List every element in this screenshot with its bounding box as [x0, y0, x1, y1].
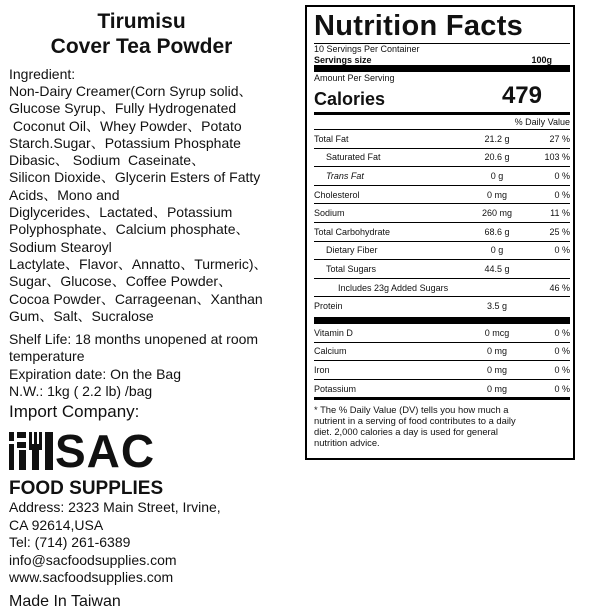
nutrient-row: [314, 324, 570, 342]
ingredient-line: Cocoa Powder、Carrageenan、Xanthan: [9, 290, 263, 307]
ingredient-line: Coconut Oil、Whey Powder、Potato: [9, 117, 242, 134]
company-name: FOOD SUPPLIES: [9, 478, 164, 500]
nutrient-name: Cholesterol: [314, 189, 360, 200]
calories-value: 479: [501, 82, 542, 109]
calories-label: Calories: [314, 89, 386, 109]
nutrient-row: [314, 360, 570, 379]
nutrient-row: [314, 222, 570, 241]
nutrient-row: [314, 278, 570, 297]
nutrient-daily-value: 46 %: [549, 282, 570, 293]
info-line: Shelf Life: 18 months unopened at room: [9, 331, 259, 348]
nutrient-row: [314, 241, 570, 260]
nutrient-row: [314, 203, 570, 222]
product-title-line1: Tirumisu: [97, 10, 186, 33]
nutrient-amount: 260 mg: [481, 208, 513, 219]
footnote-line: diet. 2,000 calories a day is used for general: [314, 426, 498, 438]
product-title: [9, 9, 274, 59]
serving-size-label: Servings size: [314, 55, 372, 65]
nutrient-name: Iron: [314, 364, 330, 375]
company-address: [9, 499, 299, 587]
servings-per-container: 10 Servings Per Container: [314, 44, 420, 54]
nutrient-name: Potassium: [314, 383, 357, 394]
nutrient-amount: 0 mcg: [484, 327, 510, 338]
nutrient-daily-value: 0 %: [554, 346, 570, 357]
nutrient-daily-value: 0 %: [554, 364, 570, 375]
nutrient-name: Calcium: [314, 346, 347, 357]
nutrient-amount: 3.5 g: [486, 301, 508, 312]
ingredient-line: Gum、Salt、Sucralose: [9, 307, 154, 324]
nutrient-name: Vitamin D: [314, 327, 353, 338]
nutrition-facts-panel: [305, 5, 575, 460]
import-company-heading: Import Company:: [9, 402, 140, 422]
nutrient-daily-value: 0 %: [554, 383, 570, 394]
nutrient-rows: [314, 129, 570, 315]
calories-row: [314, 82, 570, 110]
nutrient-amount: 44.5 g: [484, 263, 510, 274]
ingredient-line: Glucose Syrup、Fully Hydrogenated: [9, 100, 237, 117]
nutrient-amount: 0 mg: [486, 364, 507, 375]
product-title-line2: Cover Tea Powder: [50, 35, 233, 58]
nutrient-amount: 20.6 g: [484, 152, 510, 163]
address-line: info@sacfoodsupplies.com: [9, 551, 177, 568]
nutrient-amount: 68.6 g: [484, 226, 510, 237]
nutrient-name: Includes 23g Added Sugars: [338, 282, 449, 293]
ingredients-heading: Ingredient:: [9, 66, 76, 82]
nutrient-daily-value: 103 %: [544, 152, 570, 163]
nutrient-amount: 0 mg: [486, 346, 507, 357]
nutrient-row: [314, 166, 570, 185]
logo-text: SAC: [55, 425, 156, 478]
nutrient-daily-value: 0 %: [554, 327, 570, 338]
nutrient-amount: 0 g: [490, 170, 504, 181]
storage-info: [9, 331, 299, 400]
ingredient-line: Silicon Dioxide、Glycerin Esters of Fatty: [9, 169, 261, 186]
nutrition-title: Nutrition Facts: [314, 10, 524, 42]
nutrient-amount: 21.2 g: [484, 133, 510, 144]
nutrient-name: Sodium: [314, 208, 345, 219]
nutrient-row: [314, 342, 570, 361]
nutrient-name: Protein: [314, 301, 343, 312]
address-line: Address: 2323 Main Street, Irvine,: [9, 499, 221, 516]
ingredient-line: Dibasic、 Sodium Caseinate、: [9, 152, 206, 169]
ingredient-line: Sodium Stearoyl: [9, 238, 112, 255]
amount-per-serving: Amount Per Serving: [314, 73, 395, 83]
nutrient-amount: 0 mg: [486, 189, 507, 200]
nutrient-daily-value: 0 %: [554, 245, 570, 256]
serving-size-value: 100g: [531, 55, 552, 65]
nutrient-name: Dietary Fiber: [326, 245, 378, 256]
nutrient-daily-value: 0 %: [554, 170, 570, 181]
ingredient-line: Starch.Sugar、Potassium Phosphate: [9, 134, 241, 151]
nutrient-row: [314, 259, 570, 278]
footnote-line: * The % Daily Value (DV) tells you how much a: [314, 404, 509, 416]
nutrient-name: Total Fat: [314, 133, 349, 144]
nutrient-row: [314, 129, 570, 148]
nutrient-name: Total Sugars: [326, 263, 377, 274]
footnote-line: nutrition advice.: [314, 437, 380, 449]
daily-value-footnote: [314, 400, 570, 448]
ingredient-line: Lactylate、Flavor、Annatto、Turmeric)、: [9, 255, 268, 272]
ingredient-line: Acids、Mono and: [9, 186, 120, 203]
ingredient-line: Diglycerides、Lactated、Potassium: [9, 204, 233, 221]
nutrient-row: [314, 379, 570, 398]
company-logo: [9, 425, 299, 478]
address-line: CA 92614,USA: [9, 516, 104, 533]
nutrient-daily-value: 0 %: [554, 189, 570, 200]
address-line: Tel: (714) 261-6389: [9, 534, 131, 551]
serving-size: [314, 55, 570, 65]
nutrient-daily-value: 11 %: [550, 208, 570, 219]
nutrient-name: Total Carbohydrate: [314, 226, 391, 237]
address-line: www.sacfoodsupplies.com: [9, 569, 174, 586]
info-line: Expiration date: On the Bag: [9, 365, 181, 382]
nutrient-row: [314, 185, 570, 204]
nutrient-daily-value: 25 %: [549, 226, 570, 237]
logo-mark-icon: [9, 430, 53, 472]
daily-value-header: % Daily Value: [514, 117, 570, 127]
product-info-panel: [9, 0, 299, 611]
info-line: temperature: [9, 348, 85, 365]
ingredient-line: Polyphosphate、Calcium phosphate、: [9, 221, 250, 238]
footnote-line: nutrient in a serving of food contributes to a daily: [314, 415, 516, 427]
nutrient-name: Trans Fat: [326, 170, 364, 181]
nutrient-amount: 0 g: [490, 245, 504, 256]
info-line: N.W.: 1kg ( 2.2 lb) /bag: [9, 383, 153, 400]
ingredient-line: Non-Dairy Creamer(Corn Syrup solid、: [9, 83, 253, 99]
nutrient-amount: 0 mg: [486, 383, 507, 394]
vitamin-rows: [314, 324, 570, 397]
ingredient-line: Sugar、Glucose、Coffee Powder、: [9, 273, 233, 290]
nutrient-daily-value: 27 %: [549, 133, 570, 144]
nutrient-row: [314, 148, 570, 167]
nutrient-name: Saturated Fat: [326, 152, 381, 163]
country-of-origin: Made In Taiwan: [9, 592, 121, 610]
ingredients-list: [9, 83, 299, 325]
nutrient-row: [314, 296, 570, 315]
